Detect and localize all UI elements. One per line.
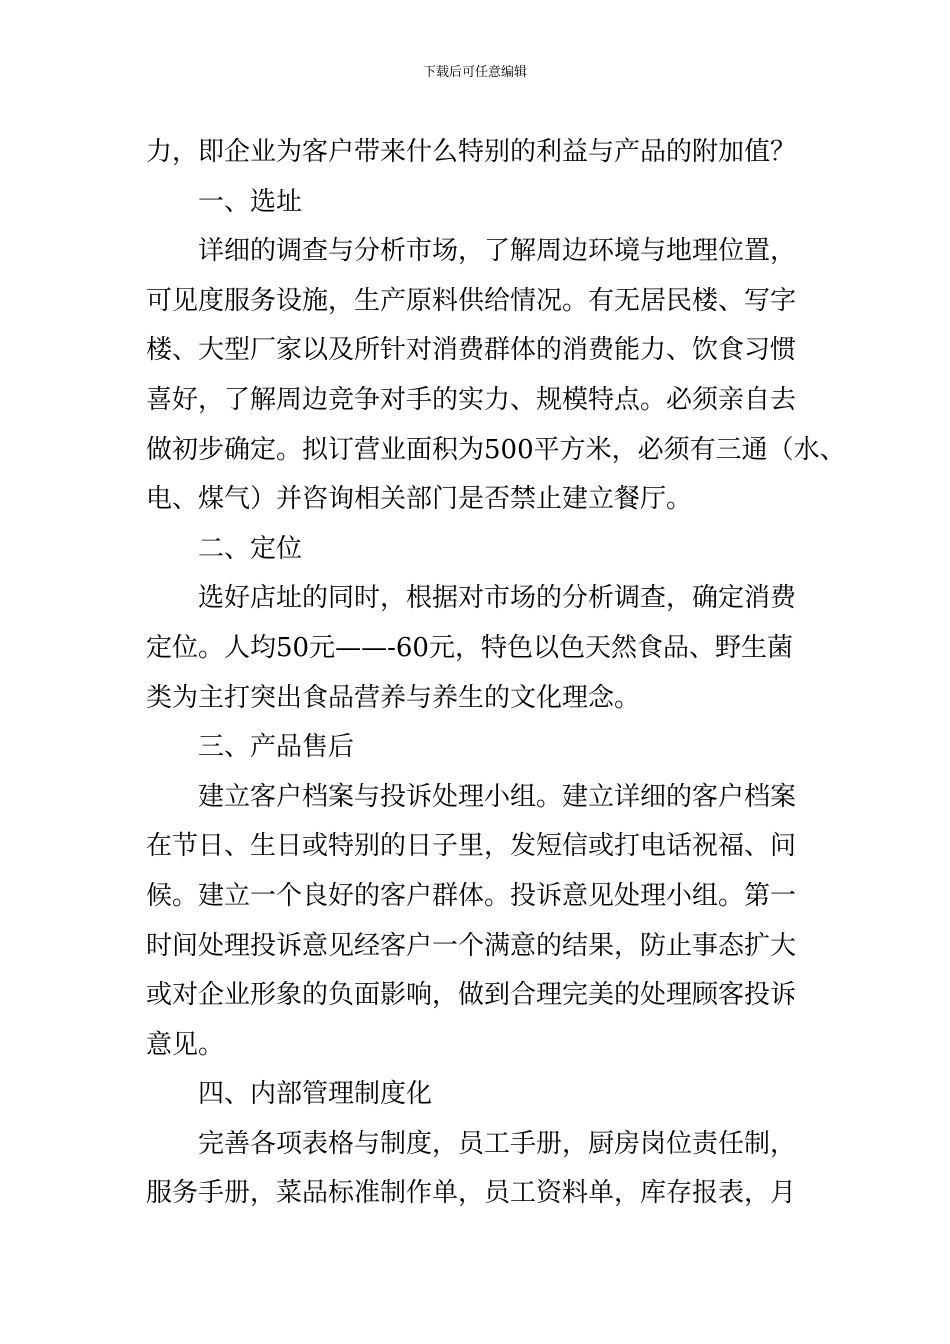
- text-line: 可见度服务设施，生产原料供给情况。有无居民楼、写字: [146, 285, 797, 316]
- text-line: 选好店址的同时，根据对市场的分析调查，确定消费: [198, 583, 797, 614]
- text-line: 详细的调查与分析市场，了解周边环境与地理位置，: [198, 236, 797, 267]
- document-body: [146, 128, 846, 1219]
- text-line: 建立客户档案与投诉处理小组。建立详细的客户档案: [198, 781, 797, 812]
- text-line: 在节日、生日或特别的日子里，发短信或打电话祝福、问: [146, 831, 797, 862]
- text-line: 服务手册，菜品标准制作单，员工资料单，库存报表，月: [146, 1178, 797, 1209]
- text-line: 完善各项表格与制度，员工手册，厨房岗位责任制，: [198, 1128, 797, 1159]
- text-line: 做初步确定。拟订营业面积为500平方米，必须有三通（水、: [146, 434, 846, 465]
- text-line: 或对企业形象的负面影响，做到合理完美的处理顾客投诉: [146, 980, 797, 1011]
- section-heading-internal-management: 四、内部管理制度化: [198, 1079, 433, 1110]
- text-line: 候。建立一个良好的客户群体。投诉意见处理小组。第一: [146, 880, 797, 911]
- text-line: 类为主打突出食品营养与养生的文化理念。: [146, 682, 641, 713]
- text-line: 定位。人均50元——-60元，特色以色天然食品、野生菌: [146, 632, 793, 663]
- page-header: 下载后可任意编辑: [422, 65, 527, 80]
- section-heading-positioning: 二、定位: [198, 533, 303, 564]
- text-line: 电、煤气）并咨询相关部门是否禁止建立餐厅。: [146, 484, 693, 515]
- text-line: 力，即企业为客户带来什么特别的利益与产品的附加值？: [146, 137, 797, 167]
- text-line: 意见。: [146, 1029, 225, 1060]
- text-line: 楼、大型厂家以及所针对消费群体的消费能力、饮食习惯: [146, 335, 797, 366]
- section-heading-after-sales: 三、产品售后: [198, 732, 355, 763]
- text-line: 喜好，了解周边竞争对手的实力、规模特点。必须亲自去: [146, 384, 797, 415]
- section-heading-site-selection: 一、选址: [198, 186, 303, 217]
- text-line: 时间处理投诉意见经客户一个满意的结果，防止事态扩大: [146, 930, 797, 961]
